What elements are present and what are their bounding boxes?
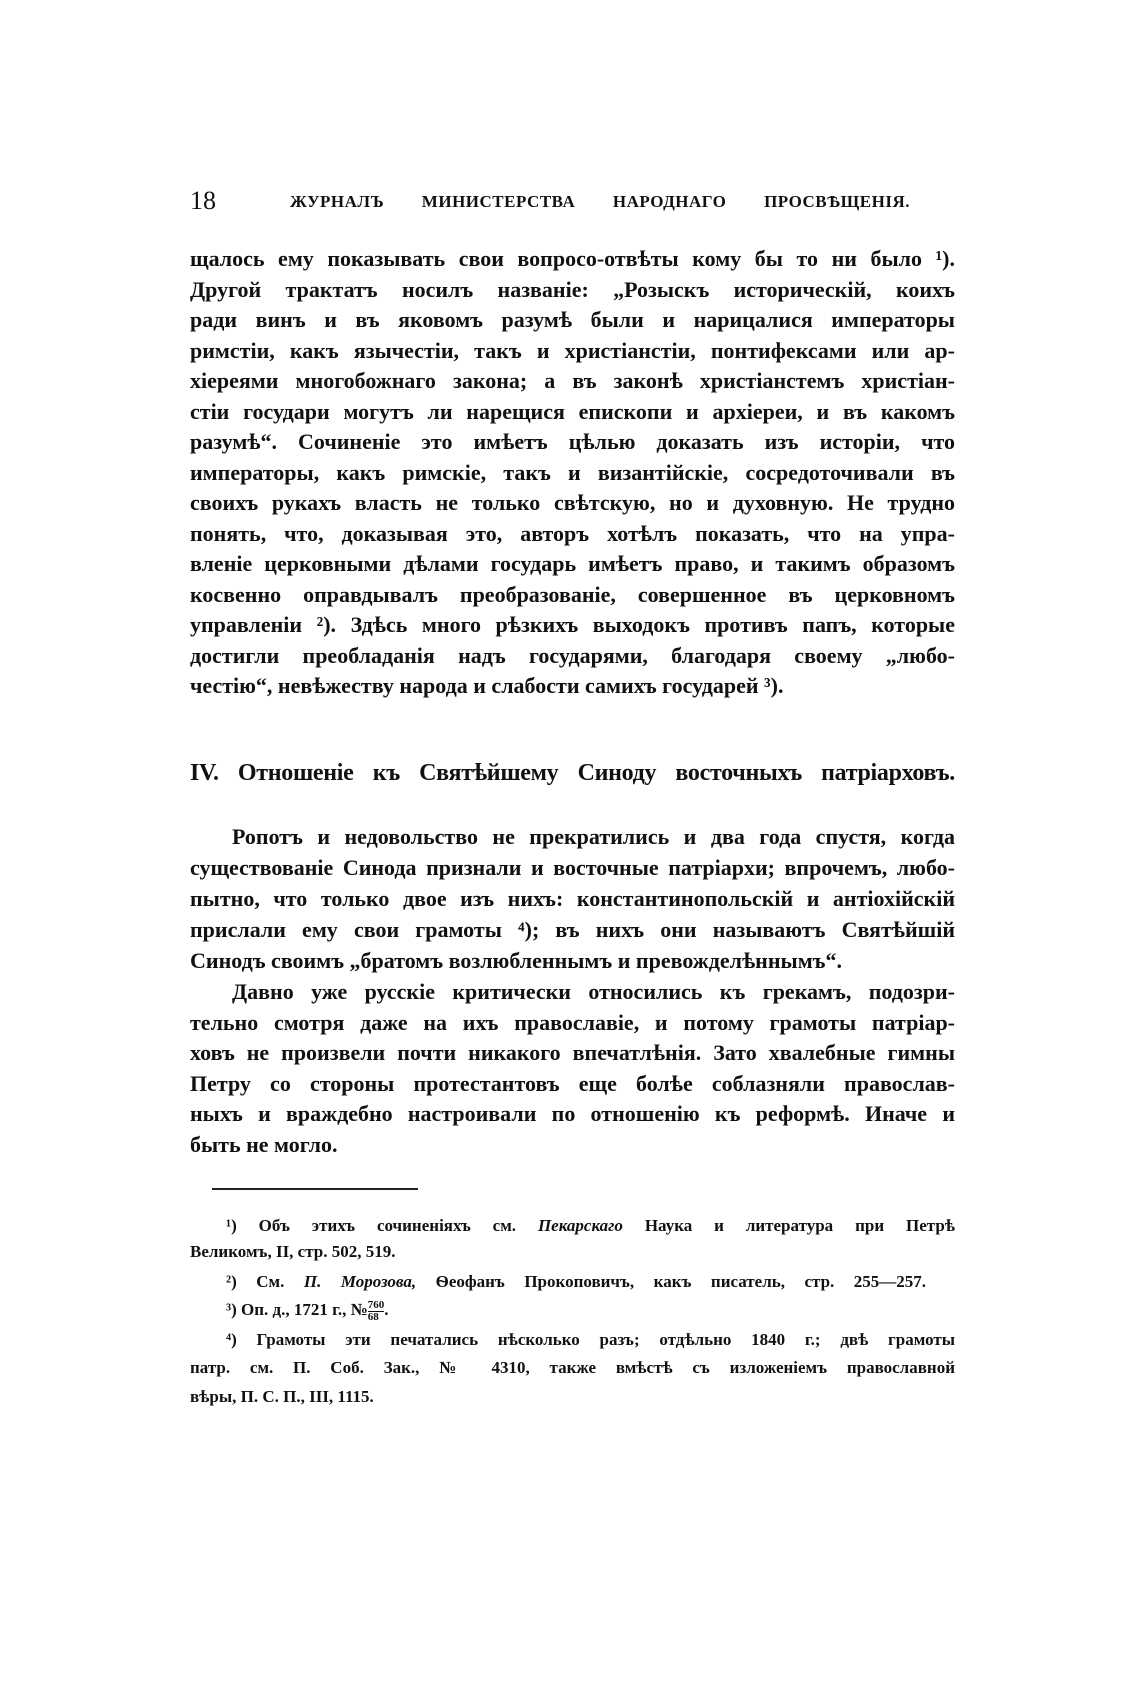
footnote-3: ³) Оп. д., 1721 г., № $\frac{760}{68}$ .: [226, 1298, 389, 1323]
footnote-1-line-1: ¹) Объ этихъ сочиненіяхъ см. Пекарскаго Наука и литература при Петрѣ: [226, 1216, 955, 1235]
footnote-divider: [212, 1188, 418, 1190]
footnote-4-line-2: патр. см. П. Соб. Зак., № 4310, также вмѣстѣ съ изложеніемъ православной: [190, 1358, 955, 1377]
text-line: Петру со стороны протестантовъ еще болѣе соблазняли православ-: [190, 1070, 955, 1096]
fraction: $\frac{760}{68}$: [367, 1298, 385, 1323]
text-line: прислали ему свои грамоты ⁴); въ нихъ они называютъ Святѣйшій: [190, 917, 955, 942]
text-line: Синодъ своимъ „братомъ возлюбленнымъ и превожделѣннымъ“.: [190, 948, 843, 973]
footnote-1-line-2: Великомъ, II, стр. 502, 519.: [190, 1242, 396, 1261]
text-line: управленіи ²). Здѣсь много рѣзкихъ выходокъ противъ папъ, которые: [190, 612, 955, 637]
text-line: щалось ему показывать свои вопросо-отвѣты кому бы то ни было ¹).: [190, 246, 955, 271]
running-title: ЖУРНАЛЪ МИНИСТЕРСТВА НАРОДНАГО ПРОСВѢЩЕНІЯ.: [290, 192, 910, 211]
text-line: косвенно оправдывалъ преобразованіе, совершенное въ церковномъ: [190, 581, 955, 607]
text-line: вленіе церковными дѣлами государь имѣетъ право, и такимъ образомъ: [190, 551, 955, 576]
text-line: существованіе Синода признали и восточные патріархи; впрочемъ, любо-: [190, 855, 955, 880]
text-line: быть не могло.: [190, 1131, 338, 1157]
text-line: понять, что, доказывая это, авторъ хотѣлъ показать, что на упра-: [190, 520, 955, 546]
footnote-4-line-1: ⁴) Грамоты эти печатались нѣсколько разъ; отдѣльно 1840 г.; двѣ грамоты: [226, 1330, 955, 1349]
text-line: римстіи, какъ язычестіи, такъ и христіанстіи, понтифексами или ар-: [190, 337, 955, 363]
text-line: разумѣ“. Сочиненіе это имѣетъ цѣлью доказать изъ исторіи, что: [190, 429, 955, 454]
page-number: 18: [190, 186, 216, 215]
text-line: Другой трактатъ носилъ названіе: „Розыскъ историческій, коихъ: [190, 276, 955, 302]
text-line: тельно смотря даже на ихъ православіе, и потому грамоты патріар-: [190, 1009, 955, 1035]
text-line: стіи государи могутъ ли нарещися епископи и архіереи, и въ какомъ: [190, 398, 955, 424]
footnote-2: ²) См. П. Морозова, Ѳеофанъ Прокоповичъ, какъ писатель, стр. 255—257.: [226, 1272, 927, 1291]
text-line: достигли преобладанія надъ государями, благодаря своему „любо-: [190, 642, 955, 668]
text-line: честію“, невѣжеству народа и слабости самихъ государей ³).: [190, 673, 784, 698]
text-line: пытно, что только двое изъ нихъ: константинопольскій и антіохійскій: [190, 886, 955, 911]
footnote-4-line-3: вѣры, П. С. П., III, 1115.: [190, 1387, 374, 1406]
text-line: Давно уже русскіе критически относились къ грекамъ, подозри-: [232, 979, 955, 1004]
text-line: хіереями многобожнаго закона; а въ законѣ христіанстемъ христіан-: [190, 368, 955, 393]
section-heading: IV. Отношеніе къ Святѣйшему Синоду восточныхъ патріарховъ.: [190, 760, 955, 786]
text-line: Ропотъ и недовольство не прекратились и два года спустя, когда: [232, 824, 955, 849]
text-line: ради винъ и въ яковомъ разумѣ были и нарицалися императоры: [190, 307, 955, 332]
text-line: императоры, какъ римскіе, такъ и византійскіе, сосредоточивали въ: [190, 459, 955, 485]
text-line: ховъ не произвели почти никакого впечатлѣнія. Зато хвалебные гимны: [190, 1040, 955, 1065]
text-line: своихъ рукахъ власть не только свѣтскую, но и духовную. Не трудно: [190, 490, 955, 515]
text-line: ныхъ и враждебно настроивали по отношенію къ реформѣ. Иначе и: [190, 1101, 955, 1126]
